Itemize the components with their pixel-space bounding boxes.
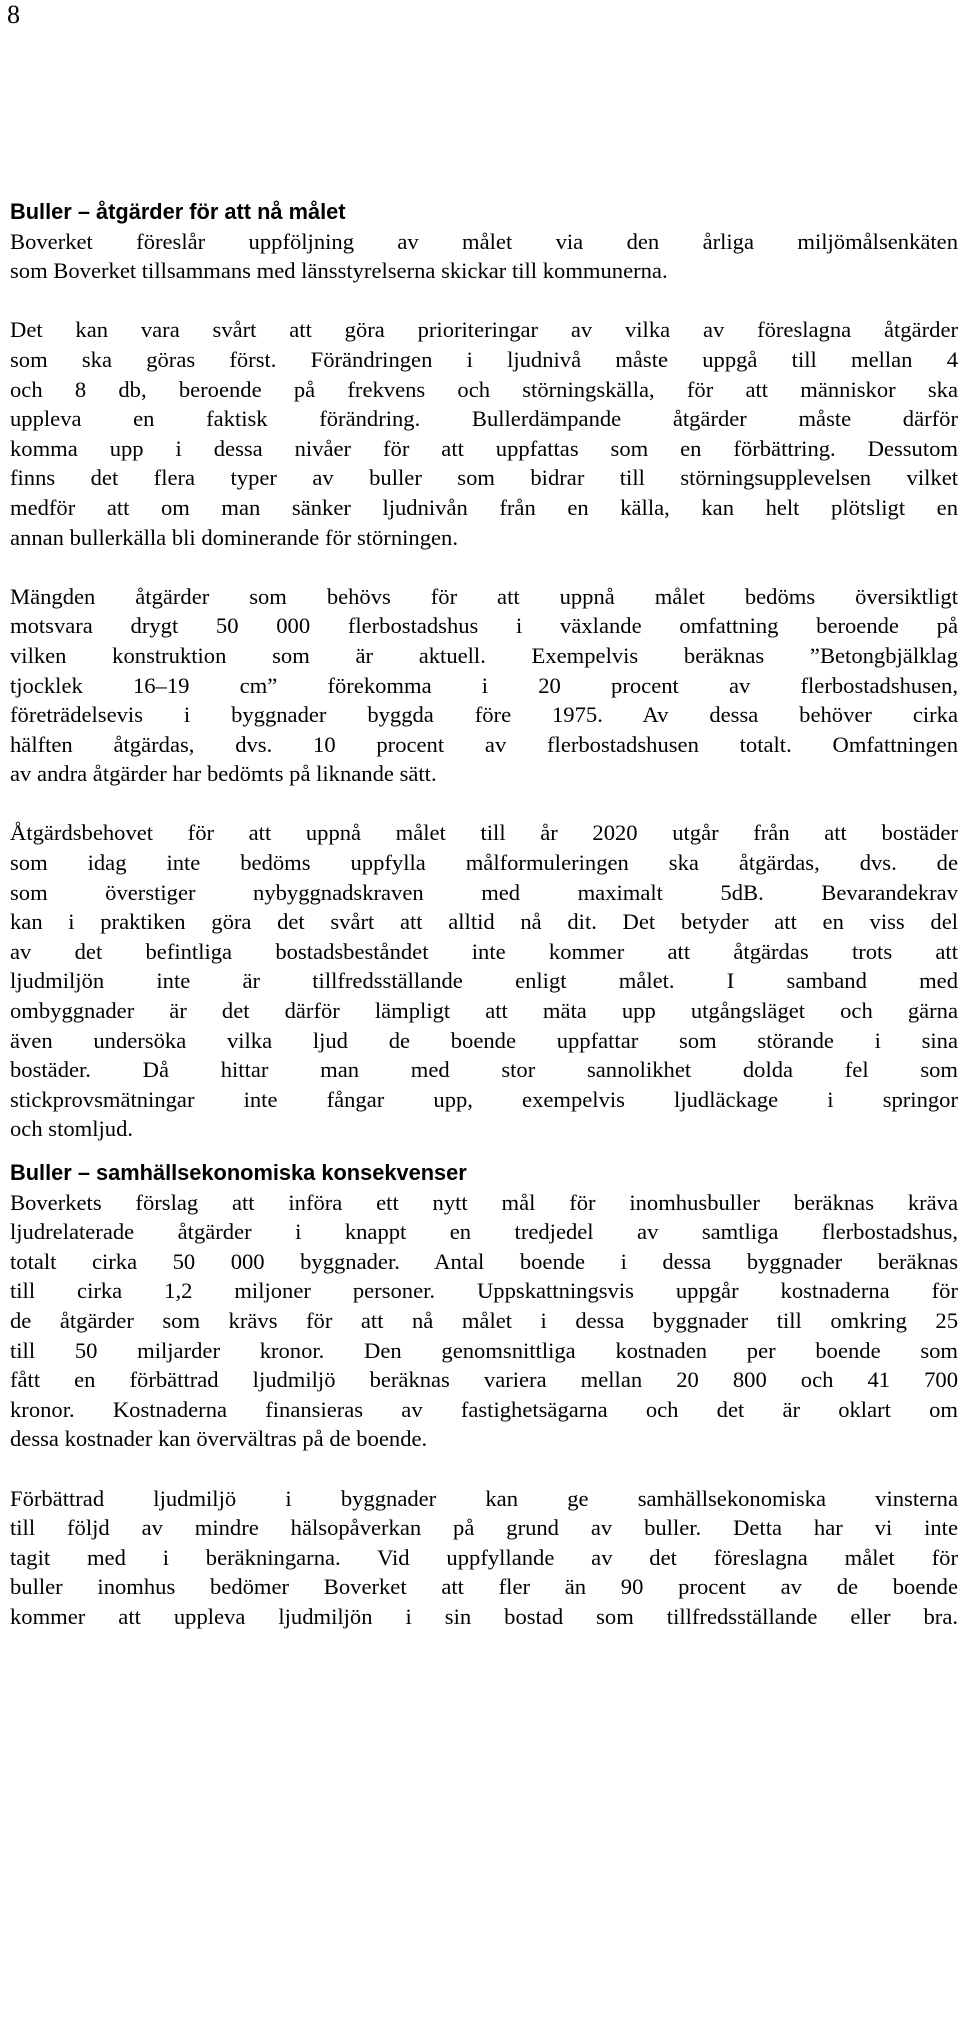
text-line: finns det flera typer av buller som bidrar till störningsupplevelsen vilket — [10, 465, 958, 491]
paragraph — [10, 1188, 958, 1454]
text-line: stickprovsmätningar inte fångar upp, exempelvis ljudläckage i springor — [10, 1086, 958, 1112]
text-line: som Boverket tillsammans med länsstyrelserna skickar till kommunerna. — [10, 258, 668, 284]
paragraph — [10, 315, 958, 552]
text-line: kronor. Kostnaderna finansieras av fastighetsägarna och det är oklart om — [10, 1396, 958, 1422]
page-number: 8 — [7, 0, 20, 29]
text-line: de åtgärder som krävs för att nå målet i dessa byggnader till omkring 25 — [10, 1307, 958, 1333]
paragraph — [10, 1484, 958, 1632]
text-line: motsvara drygt 50 000 flerbostadshus i växlande omfattning beroende på — [10, 613, 958, 639]
text-line: hälften åtgärdas, dvs. 10 procent av flerbostadshusen totalt. Omfattningen — [10, 731, 958, 757]
paragraph — [10, 818, 958, 1144]
paragraph — [10, 582, 958, 789]
text-line: tagit med i beräkningarna. Vid uppfyllande av det föreslagna målet för — [10, 1544, 958, 1570]
text-line: Boverkets förslag att införa ett nytt mål för inomhusbuller beräknas kräva — [10, 1189, 958, 1215]
page-content — [10, 197, 958, 1632]
text-line: ljudrelaterade åtgärder i knappt en tredjedel av samtliga flerbostadshus, — [10, 1219, 958, 1245]
text-line: ljudmiljön inte är tillfredsställande enligt målet. I samband med — [10, 968, 958, 994]
text-line: fått en förbättrad ljudmiljö beräknas variera mellan 20 800 och 41 700 — [10, 1367, 958, 1393]
text-line: tjocklek 16–19 cm” förekomma i 20 procent av flerbostadshusen, — [10, 672, 958, 698]
paragraph-gap — [10, 286, 958, 316]
text-line: företrädelsevis i byggnader byggda före 1975. Av dessa behöver cirka — [10, 702, 958, 728]
text-line: bostäder. Då hittar man med stor sannolikhet dolda fel som — [10, 1057, 958, 1083]
text-line: buller inomhus bedömer Boverket att fler än 90 procent av de boende — [10, 1574, 958, 1600]
text-line: ombyggnader är det därför lämpligt att mäta upp utgångsläget och gärna — [10, 998, 958, 1024]
text-line: av det befintliga bostadsbeståndet inte kommer att åtgärdas trots att — [10, 938, 958, 964]
text-line: Åtgärdsbehovet för att uppnå målet till år 2020 utgår från att bostäder — [10, 820, 958, 846]
text-line: kan i praktiken göra det svårt att alltid nå dit. Det betyder att en viss del — [10, 909, 958, 935]
text-line: totalt cirka 50 000 byggnader. Antal boende i dessa byggnader beräknas — [10, 1248, 958, 1274]
text-line: medför att om man sänker ljudnivån från en källa, kan helt plötsligt en — [10, 494, 958, 520]
text-line: dessa kostnader kan övervältras på de boende. — [10, 1426, 428, 1452]
text-line: som överstiger nybyggnadskraven med maximalt 5dB. Bevarandekrav — [10, 879, 958, 905]
paragraph-gap — [10, 1454, 958, 1484]
paragraph-gap — [10, 789, 958, 819]
text-line: komma upp i dessa nivåer för att uppfattas som en förbättring. Dessutom — [10, 435, 958, 461]
text-line: som ska göras först. Förändringen i ljudnivå måste uppgå till mellan 4 — [10, 346, 958, 372]
text-line: till cirka 1,2 miljoner personer. Uppskattningsvis uppgår kostnaderna för — [10, 1278, 958, 1304]
text-line: även undersöka vilka ljud de boende uppfattar som störande i sina — [10, 1027, 958, 1053]
text-line: av andra åtgärder har bedömts på liknande sätt. — [10, 761, 437, 787]
text-line: Det kan vara svårt att göra prioriteringar av vilka av föreslagna åtgärder — [10, 317, 958, 343]
text-line: Boverket föreslår uppföljning av målet via den årliga miljömålsenkäten — [10, 228, 958, 254]
text-line: till 50 miljarder kronor. Den genomsnittliga kostnaden per boende som — [10, 1337, 958, 1363]
text-line: Mängden åtgärder som behövs för att uppnå målet bedöms översiktligt — [10, 583, 958, 609]
section-heading-konsekvenser: Buller – samhällsekonomiska konsekvenser — [10, 1160, 467, 1185]
text-line: kommer att uppleva ljudmiljön i sin bostad som tillfredsställande eller bra. — [10, 1603, 958, 1629]
text-line: annan bullerkälla bli dominerande för störningen. — [10, 524, 458, 550]
section-heading-atgarder: Buller – åtgärder för att nå målet — [10, 199, 346, 224]
text-line: vilken konstruktion som är aktuell. Exempelvis beräknas ”Betongbjälklag — [10, 642, 958, 668]
text-line: till följd av mindre hälsopåverkan på grund av buller. Detta har vi inte — [10, 1515, 958, 1541]
paragraph — [10, 227, 958, 286]
text-line: och 8 db, beroende på frekvens och störningskälla, för att människor ska — [10, 376, 958, 402]
text-line: uppleva en faktisk förändring. Bullerdämpande åtgärder måste därför — [10, 406, 958, 432]
text-line: och stomljud. — [10, 1116, 134, 1142]
paragraph-gap — [10, 552, 958, 582]
text-line: Förbättrad ljudmiljö i byggnader kan ge samhällsekonomiska vinsterna — [10, 1485, 958, 1511]
text-line: som idag inte bedöms uppfylla målformuleringen ska åtgärdas, dvs. de — [10, 850, 958, 876]
